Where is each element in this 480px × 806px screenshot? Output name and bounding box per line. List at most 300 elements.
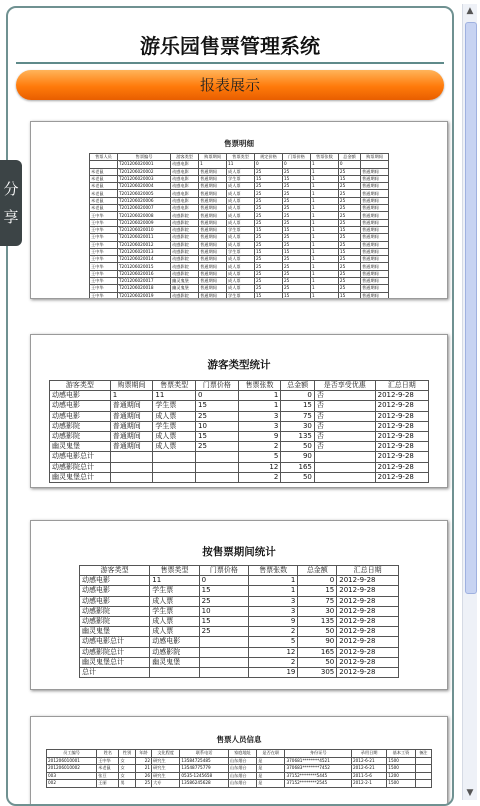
table-cell: 米老鼠: [90, 175, 118, 182]
table-cell: 15: [255, 248, 283, 255]
table-cell: 王中华: [90, 234, 118, 241]
table-cell: 2012-6-21: [351, 765, 386, 773]
table-cell: 22: [135, 757, 151, 765]
table-cell: 王中华: [90, 248, 118, 255]
table-cell: 王中华: [90, 226, 118, 233]
table-cell: 25: [338, 256, 360, 263]
scroll-up-icon[interactable]: ▲: [466, 6, 474, 16]
table-cell: 3: [249, 606, 298, 616]
table-cell: 否: [314, 442, 375, 452]
table-cell: 0: [338, 161, 360, 168]
table-cell: [314, 472, 375, 482]
table-cell: 动感电影: [171, 183, 199, 190]
table-row: [50, 452, 429, 462]
table-cell: 1: [310, 161, 338, 168]
table-cell: 1: [310, 212, 338, 219]
table-cell: 研究生: [152, 757, 180, 765]
table-cell: 普通期间: [199, 256, 227, 263]
table-cell: T201206020010: [117, 226, 170, 233]
table-cell: T201206020019: [117, 292, 170, 299]
table-cell: 201206010001: [47, 757, 97, 765]
column-header: 是否享受优惠: [314, 381, 375, 391]
table-cell: 动感影院: [80, 606, 150, 616]
table-row: [50, 421, 429, 431]
column-header: 售票人员: [90, 154, 118, 161]
table-cell: 15: [281, 401, 315, 411]
table-row: [90, 168, 389, 175]
table-cell: 25: [255, 205, 283, 212]
table-cell: 2012-2-1: [351, 780, 386, 788]
table-cell: 动感影院: [171, 234, 199, 241]
table-cell: 50: [298, 657, 337, 667]
table-cell: 1: [310, 197, 338, 204]
table-cell: T201206020016: [117, 270, 170, 277]
table-row: [50, 462, 429, 472]
visitor-type-table: [49, 380, 429, 483]
table-row: [47, 765, 432, 773]
table-cell: 成人票: [227, 270, 255, 277]
table-cell: 15: [199, 616, 248, 626]
table-cell: 0: [196, 391, 239, 401]
table-cell: 米老鼠: [90, 168, 118, 175]
table-cell: [153, 452, 196, 462]
table-cell: 普通期间: [360, 248, 388, 255]
table-cell: 2012-9-28: [337, 667, 399, 677]
table-cell: 25: [196, 411, 239, 421]
table-cell: 25: [282, 278, 310, 285]
table-cell: 25: [282, 205, 310, 212]
table-cell: 普通期间: [199, 226, 227, 233]
table-cell: 2012-9-28: [375, 411, 428, 421]
table-cell: 2012-9-28: [337, 616, 399, 626]
table-row: [50, 411, 429, 421]
table-cell: 王中华: [90, 270, 118, 277]
table-row: [90, 183, 389, 190]
table-cell: 学生票: [227, 226, 255, 233]
table-cell: 3: [238, 411, 281, 421]
table-cell: 动感电影总计: [50, 452, 111, 462]
table-cell: 是: [257, 780, 285, 788]
table-cell: 25: [255, 197, 283, 204]
table-cell: 2012-9-28: [375, 452, 428, 462]
table-cell: 15: [338, 248, 360, 255]
table-cell: 5: [238, 452, 281, 462]
table-cell: 动感影院: [171, 270, 199, 277]
table-cell: 2012-9-28: [375, 431, 428, 441]
table-cell: 25: [282, 263, 310, 270]
table-cell: 学生票: [153, 421, 196, 431]
table-cell: 0: [199, 576, 248, 586]
table-cell: 成人票: [153, 411, 196, 421]
table-cell: T201206020002: [117, 168, 170, 175]
table-cell: 25: [199, 596, 248, 606]
table-cell: 75: [281, 411, 315, 421]
table-cell: 135: [281, 431, 315, 441]
share-label-char: 分: [3, 180, 19, 198]
table-cell: 1: [310, 263, 338, 270]
table-cell: 动感影院: [50, 431, 111, 441]
table-cell: 普通期间: [360, 197, 388, 204]
table-cell: 37152********2545: [285, 780, 351, 788]
table-row: [80, 627, 399, 637]
table-cell: T201206020015: [117, 263, 170, 270]
table-cell: 普通期间: [199, 219, 227, 226]
table-cell: 普通期间: [199, 278, 227, 285]
table-cell: 动感影院: [171, 256, 199, 263]
table-cell: 1: [238, 401, 281, 411]
table-cell: 25: [255, 278, 283, 285]
table-row: [90, 292, 389, 299]
table-row: [80, 637, 399, 647]
table-cell: 普通期间: [199, 183, 227, 190]
table-cell: 25: [282, 270, 310, 277]
table-cell: 动感电影: [171, 205, 199, 212]
table-cell: 研究生: [152, 772, 180, 780]
table-cell: 成人票: [227, 234, 255, 241]
column-header: 售票类型: [227, 154, 255, 161]
share-label-char: 享: [3, 208, 19, 226]
table-cell: 幽灵鬼堡总计: [80, 657, 150, 667]
table-cell: T201206020013: [117, 248, 170, 255]
table-cell: T201206020005: [117, 190, 170, 197]
table-cell: 普通期间: [360, 234, 388, 241]
table-row: [90, 241, 389, 248]
table-cell: 成人票: [150, 616, 199, 626]
column-header: 总金额: [281, 381, 315, 391]
report-staff-info: [30, 716, 448, 806]
table-cell: 2: [238, 442, 281, 452]
table-cell: 成人票: [227, 285, 255, 292]
table-cell: 普通期间: [110, 442, 153, 452]
table-row: [80, 657, 399, 667]
table-cell: 普通期间: [199, 263, 227, 270]
table-cell: 普通期间: [360, 175, 388, 182]
table-cell: 1: [310, 168, 338, 175]
table-cell: 动感电影: [171, 175, 199, 182]
column-header: 售票张数: [249, 566, 298, 576]
table-cell: 1: [310, 226, 338, 233]
table-cell: 2: [238, 472, 281, 482]
table-cell: 王中华: [90, 292, 118, 299]
column-header: 总金额: [298, 566, 337, 576]
table-cell: 25: [282, 285, 310, 292]
table-cell: 米老鼠: [90, 197, 118, 204]
table-row: [80, 586, 399, 596]
table-cell: 米老鼠: [90, 190, 118, 197]
table-cell: T201206020009: [117, 219, 170, 226]
table-cell: 普通期间: [199, 205, 227, 212]
table-cell: 11: [227, 161, 255, 168]
table-cell: 25: [338, 190, 360, 197]
table-cell: 1: [199, 161, 227, 168]
table-cell: 201206010002: [47, 765, 97, 773]
table-cell: 动感影院: [150, 647, 199, 657]
table-cell: 王中华: [90, 263, 118, 270]
table-cell: 动感影院: [80, 616, 150, 626]
table-cell: 动感影院: [171, 292, 199, 299]
table-cell: 25: [338, 285, 360, 292]
table-row: [90, 270, 389, 277]
report-title: 按售票期间统计: [202, 546, 276, 558]
table-cell: 0535-1245658: [180, 772, 228, 780]
table-cell: 女: [119, 765, 135, 773]
table-cell: 1: [249, 576, 298, 586]
table-cell: 50: [281, 442, 315, 452]
report-title: 游客类型统计: [207, 359, 271, 371]
table-cell: 2012-9-28: [375, 462, 428, 472]
column-header: 游客类型: [80, 566, 150, 576]
table-cell: 002: [47, 780, 97, 788]
table-cell: 成人票: [153, 442, 196, 452]
table-cell: 成人票: [227, 219, 255, 226]
table-cell: 动感影院: [50, 421, 111, 431]
table-cell: 2012-9-28: [375, 421, 428, 431]
table-cell: 25: [282, 197, 310, 204]
table-cell: 普通期间: [360, 256, 388, 263]
table-cell: 动感电影: [150, 637, 199, 647]
column-header: 基本工资: [387, 750, 415, 758]
table-cell: 学生票: [150, 586, 199, 596]
table-cell: 山东烟台: [228, 780, 256, 788]
column-header: 售票张数: [310, 154, 338, 161]
table-cell: 1: [310, 270, 338, 277]
table-cell: 成人票: [227, 190, 255, 197]
column-header: 规定价格: [255, 154, 283, 161]
table-cell: 动感影院: [171, 241, 199, 248]
table-cell: [110, 462, 153, 472]
table-cell: 15: [255, 292, 283, 299]
table-cell: 米老鼠: [90, 205, 118, 212]
table-cell: 2: [249, 627, 298, 637]
table-cell: 动感电影: [80, 596, 150, 606]
table-cell: 2012-9-28: [337, 576, 399, 586]
table-cell: 1: [310, 278, 338, 285]
scrollbar-thumb[interactable]: [465, 22, 477, 594]
table-cell: 成人票: [227, 197, 255, 204]
table-cell: 25: [255, 190, 283, 197]
table-cell: 3: [249, 596, 298, 606]
table-cell: 25: [255, 183, 283, 190]
table-cell: 25: [282, 212, 310, 219]
table-cell: 25: [338, 263, 360, 270]
app-frame: [6, 6, 454, 806]
table-cell: [196, 462, 239, 472]
table-cell: T201206020008: [117, 212, 170, 219]
table-cell: 普通期间: [110, 421, 153, 431]
table-cell: 动感影院总计: [80, 647, 150, 657]
table-cell: 学生票: [227, 248, 255, 255]
table-cell: 13548775779: [180, 765, 228, 773]
table-cell: 普通期间: [360, 263, 388, 270]
table-cell: 普通期间: [199, 248, 227, 255]
table-cell: [199, 637, 248, 647]
table-cell: 2012-6-21: [351, 757, 386, 765]
table-cell: [415, 765, 431, 773]
vertical-scrollbar[interactable]: [462, 4, 477, 800]
table-cell: 2012-9-28: [337, 637, 399, 647]
table-cell: 12: [249, 647, 298, 657]
share-button[interactable]: [0, 160, 22, 246]
period-stats-table: [79, 565, 399, 678]
report-ticket-details: [30, 121, 448, 299]
table-row: [80, 667, 399, 677]
table-cell: [196, 452, 239, 462]
table-cell: 学生票: [227, 175, 255, 182]
table-cell: 2012-9-28: [337, 647, 399, 657]
table-cell: 学生票: [153, 401, 196, 411]
table-cell: [199, 647, 248, 657]
table-cell: 动感电影: [171, 168, 199, 175]
table-cell: [150, 667, 199, 677]
table-row: [50, 401, 429, 411]
column-header: 联系电话: [180, 750, 228, 758]
table-cell: 成人票: [227, 183, 255, 190]
table-cell: 15: [255, 175, 283, 182]
table-cell: 动感电影: [50, 391, 111, 401]
table-cell: 25: [338, 241, 360, 248]
staff-info-table: [46, 749, 432, 788]
table-cell: 是: [257, 772, 285, 780]
table-cell: 动感影院总计: [50, 462, 111, 472]
table-cell: 张豆: [97, 772, 119, 780]
table-cell: 动感影院: [171, 248, 199, 255]
table-cell: 1200: [387, 772, 415, 780]
table-cell: [415, 780, 431, 788]
table-cell: 王中华: [90, 241, 118, 248]
table-cell: 25: [255, 241, 283, 248]
table-cell: 1: [310, 241, 338, 248]
table-cell: T201206020004: [117, 183, 170, 190]
app-title: 游乐园售票管理系统: [140, 34, 320, 58]
table-cell: 2011-5-6: [351, 772, 386, 780]
table-row: [90, 205, 389, 212]
table-cell: 王中华: [97, 757, 119, 765]
report-banner: 报表展示: [16, 70, 444, 100]
table-cell: 25: [338, 205, 360, 212]
table-cell: 15: [298, 586, 337, 596]
table-cell: 动感电影: [171, 161, 199, 168]
table-cell: 成人票: [227, 263, 255, 270]
table-cell: 21: [135, 765, 151, 773]
table-row: [80, 606, 399, 616]
table-cell: 学生票: [227, 292, 255, 299]
table-cell: 1: [310, 205, 338, 212]
table-cell: 25: [338, 168, 360, 175]
table-cell: 动感电影: [171, 197, 199, 204]
table-cell: 1: [310, 175, 338, 182]
table-row: [50, 431, 429, 441]
table-cell: [153, 462, 196, 472]
table-cell: 25: [196, 442, 239, 452]
table-cell: 15: [196, 431, 239, 441]
table-cell: 动感影院: [171, 226, 199, 233]
table-cell: 1500: [387, 780, 415, 788]
table-cell: 幽灵鬼堡: [171, 285, 199, 292]
table-cell: [314, 452, 375, 462]
table-cell: 13584725485: [180, 757, 228, 765]
table-cell: 成人票: [227, 168, 255, 175]
table-cell: 10: [199, 606, 248, 616]
table-cell: 37152********5445: [285, 772, 351, 780]
table-cell: 90: [298, 637, 337, 647]
table-cell: T201206020003: [117, 175, 170, 182]
table-row: [80, 596, 399, 606]
table-cell: 米老鼠: [97, 765, 119, 773]
table-cell: 成人票: [227, 256, 255, 263]
column-header: 是否在职: [257, 750, 285, 758]
table-row: [90, 285, 389, 292]
table-cell: 0: [298, 576, 337, 586]
table-row: [90, 175, 389, 182]
table-cell: 25: [282, 168, 310, 175]
table-cell: 否: [314, 421, 375, 431]
table-cell: 是: [257, 765, 285, 773]
table-row: [80, 616, 399, 626]
table-cell: 否: [314, 411, 375, 421]
table-cell: 25: [255, 256, 283, 263]
table-cell: 30: [281, 421, 315, 431]
table-cell: 普通期间: [360, 219, 388, 226]
table-cell: 2012-9-28: [375, 472, 428, 482]
table-cell: 10: [196, 421, 239, 431]
table-cell: 1: [310, 292, 338, 299]
table-cell: 普通期间: [360, 270, 388, 277]
table-cell: 动感影院: [171, 212, 199, 219]
column-header: 性别: [119, 750, 135, 758]
report-visitor-type-stats: [30, 334, 448, 488]
table-cell: 15: [282, 292, 310, 299]
table-cell: 山东烟台: [228, 772, 256, 780]
table-cell: 普通期间: [199, 292, 227, 299]
table-cell: 0: [281, 391, 315, 401]
table-cell: 25: [338, 278, 360, 285]
table-cell: 1: [310, 248, 338, 255]
table-cell: 否: [314, 401, 375, 411]
table-cell: 15: [199, 586, 248, 596]
table-cell: [199, 657, 248, 667]
table-cell: 25: [255, 263, 283, 270]
table-cell: 普通期间: [360, 190, 388, 197]
table-cell: 幽灵鬼堡: [50, 442, 111, 452]
table-cell: 25: [255, 285, 283, 292]
column-header: 身份证号: [285, 750, 351, 758]
table-cell: 2: [249, 657, 298, 667]
table-cell: 2012-9-28: [337, 606, 399, 616]
table-row: [90, 212, 389, 219]
table-row: [47, 757, 432, 765]
table-cell: [110, 452, 153, 462]
table-cell: 动感电影: [50, 401, 111, 411]
report-period-stats: [30, 520, 448, 690]
table-row: [50, 442, 429, 452]
table-cell: 王中华: [90, 219, 118, 226]
table-row: [90, 234, 389, 241]
table-cell: 12: [238, 462, 281, 472]
scroll-down-icon[interactable]: ▼: [466, 788, 474, 798]
table-cell: 25: [338, 270, 360, 277]
table-row: [90, 219, 389, 226]
table-cell: 普通期间: [199, 285, 227, 292]
table-cell: 普通期间: [199, 212, 227, 219]
table-cell: 男: [119, 780, 135, 788]
table-cell: 1: [310, 285, 338, 292]
table-cell: 25: [338, 234, 360, 241]
table-cell: T201206020014: [117, 256, 170, 263]
table-cell: 成人票: [150, 627, 199, 637]
column-header: 家庭地址: [228, 750, 256, 758]
table-cell: 165: [298, 647, 337, 657]
table-cell: 女: [119, 757, 135, 765]
